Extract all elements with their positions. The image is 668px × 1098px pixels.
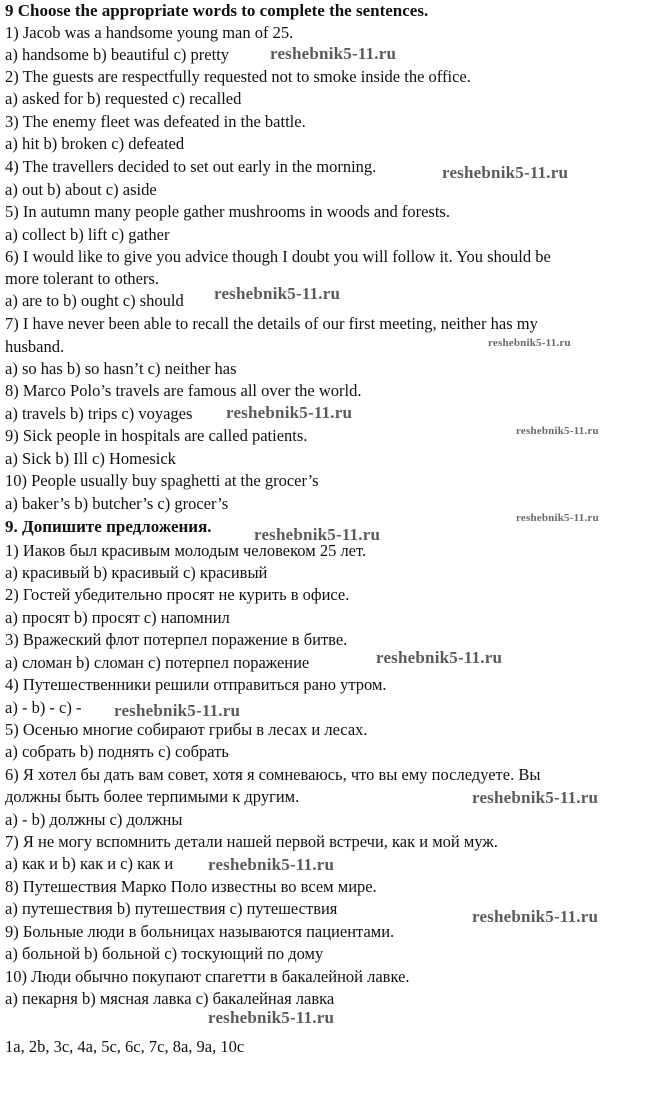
- english-line: 8) Marco Polo’s travels are famous all over the world.: [5, 381, 362, 400]
- watermark: reshebnik5-11.ru: [472, 788, 599, 807]
- russian-line: 7) Я не могу вспомнить детали нашей первой встречи, как и мой муж.: [5, 832, 498, 851]
- russian-line: a) путешествия b) путешествия c) путешествия: [5, 899, 338, 918]
- russian-line: a) красивый b) красивый c) красивый: [5, 563, 268, 582]
- watermark: reshebnik5-11.ru: [488, 337, 571, 349]
- watermark: reshebnik5-11.ru: [516, 512, 599, 524]
- english-line: 3) The enemy fleet was defeated in the battle.: [5, 112, 306, 131]
- english-line: a) travels b) trips c) voyages: [5, 404, 193, 423]
- english-line: a) Sick b) Ill c) Homesick: [5, 449, 176, 468]
- english-line: 2) The guests are respectfully requested not to smoke inside the office.: [5, 67, 471, 86]
- watermark: reshebnik5-11.ru: [208, 1008, 335, 1027]
- russian-line: 9) Больные люди в больницах называются пациентами.: [5, 922, 395, 941]
- english-line: a) handsome b) beautiful c) pretty: [5, 45, 230, 64]
- watermark: reshebnik5-11.ru: [214, 284, 341, 303]
- russian-title: 9. Допишите предложения.: [5, 517, 212, 536]
- watermark: reshebnik5-11.ru: [208, 855, 335, 874]
- english-line: husband.: [5, 337, 65, 356]
- russian-line: a) просят b) просят c) напомнил: [5, 608, 230, 627]
- english-line: a) hit b) broken c) defeated: [5, 134, 185, 153]
- russian-line: a) сломан b) сломан c) потерпел поражение: [5, 653, 310, 672]
- english-line: 9) Sick people in hospitals are called patients.: [5, 426, 308, 445]
- russian-line: должны быть более терпимыми к другим.: [5, 787, 300, 806]
- russian-line: a) пекарня b) мясная лавка c) бакалейная лавка: [5, 989, 335, 1008]
- russian-line: 6) Я хотел бы дать вам совет, хотя я сомневаюсь, что вы ему последуете. Вы: [5, 765, 541, 784]
- russian-line: a) больной b) больной c) тоскующий по дому: [5, 944, 324, 963]
- watermark: reshebnik5-11.ru: [472, 907, 599, 926]
- english-line: 5) In autumn many people gather mushrooms in woods and forests.: [5, 202, 450, 221]
- english-line: 10) People usually buy spaghetti at the grocer’s: [5, 471, 319, 490]
- english-line: a) baker’s b) butcher’s c) grocer’s: [5, 494, 229, 513]
- russian-line: a) - b) должны c) должны: [5, 810, 183, 829]
- watermark: reshebnik5-11.ru: [226, 403, 353, 422]
- english-line: a) so has b) so hasn’t c) neither has: [5, 359, 237, 378]
- russian-line: 4) Путешественники решили отправиться рано утром.: [5, 675, 387, 694]
- english-line: a) collect b) lift c) gather: [5, 225, 170, 244]
- watermark: reshebnik5-11.ru: [254, 525, 381, 544]
- english-line: more tolerant to others.: [5, 269, 159, 288]
- answers-line: 1a, 2b, 3c, 4a, 5c, 6c, 7c, 8a, 9a, 10c: [5, 1037, 245, 1056]
- english-title: 9 Choose the appropriate words to complete the sentences.: [5, 1, 429, 20]
- russian-line: 8) Путешествия Марко Поло известны во всем мире.: [5, 877, 377, 896]
- english-line: 1) Jacob was a handsome young man of 25.: [5, 23, 294, 42]
- english-line: a) out b) about c) aside: [5, 180, 157, 199]
- watermark: reshebnik5-11.ru: [114, 701, 241, 720]
- russian-line: a) собрать b) поднять c) собрать: [5, 742, 229, 761]
- russian-line: 3) Вражеский флот потерпел поражение в битве.: [5, 630, 348, 649]
- russian-line: 10) Люди обычно покупают спагетти в бакалейной лавке.: [5, 967, 410, 986]
- russian-line: 5) Осенью многие собирают грибы в лесах и лесах.: [5, 720, 368, 739]
- watermark: reshebnik5-11.ru: [270, 44, 397, 63]
- watermark: reshebnik5-11.ru: [516, 425, 599, 437]
- english-line: 7) I have never been able to recall the details of our first meeting, neither has my: [5, 314, 538, 333]
- russian-line: 1) Иаков был красивым молодым человеком 25 лет.: [5, 541, 367, 560]
- english-line: 4) The travellers decided to set out early in the morning.: [5, 157, 377, 176]
- russian-line: a) как и b) как и c) как и: [5, 854, 174, 873]
- english-line: a) are to b) ought c) should: [5, 291, 184, 310]
- watermark: reshebnik5-11.ru: [442, 163, 569, 182]
- watermark: reshebnik5-11.ru: [376, 648, 503, 667]
- english-line: a) asked for b) requested c) recalled: [5, 89, 242, 108]
- russian-line: 2) Гостей убедительно просят не курить в офисе.: [5, 585, 350, 604]
- english-line: 6) I would like to give you advice though I doubt you will follow it. You should be: [5, 247, 551, 266]
- russian-line: a) - b) - c) -: [5, 698, 82, 717]
